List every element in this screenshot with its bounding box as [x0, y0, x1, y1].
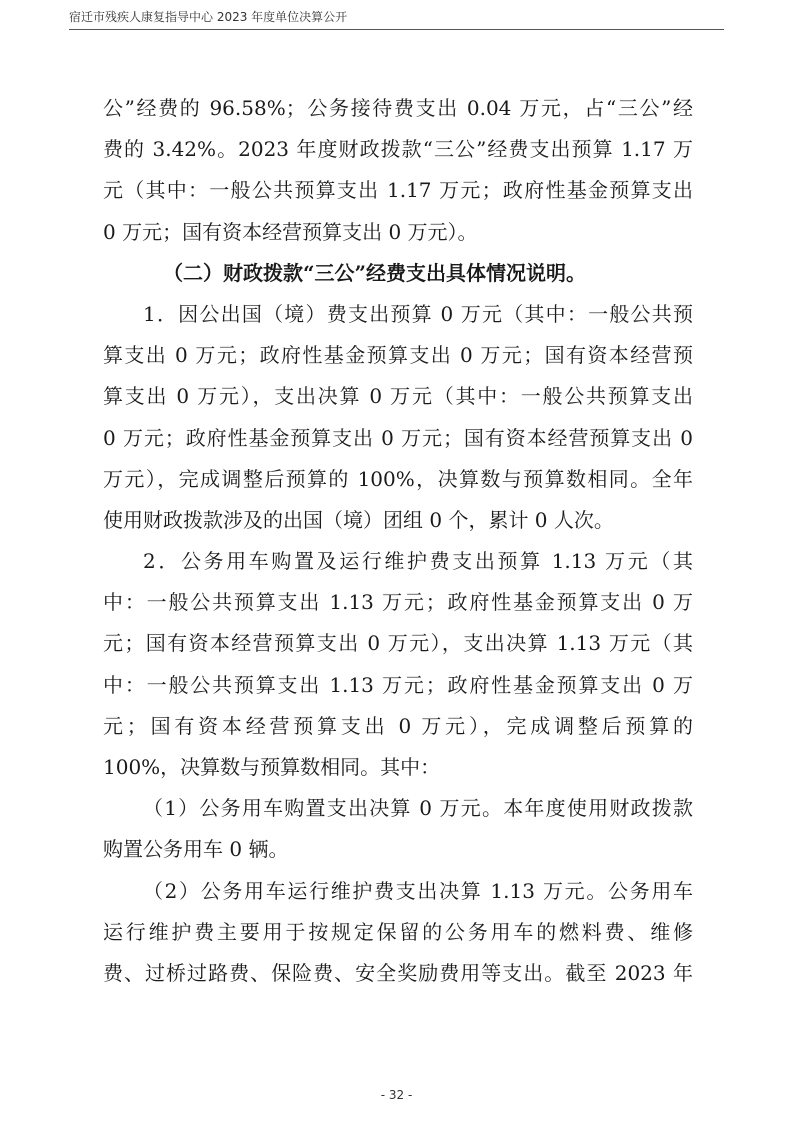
page-number: - 32 - — [380, 1088, 413, 1102]
paragraph-line: 购置公务用车 0 辆。 — [103, 837, 289, 862]
paragraph-line: 1．因公出国（境）费支出预算 0 万元（其中：一般公共预 — [143, 301, 693, 326]
paragraph-line: 运行维护费主要用于按规定保留的公务用车的燃料费、维修 — [103, 919, 693, 944]
paragraph-line: 中：一般公共预算支出 1.13 万元；政府性基金预算支出 0 万 — [103, 672, 693, 697]
paragraph-line: 元；国有资本经营预算支出 0 万元），支出决算 1.13 万元（其 — [103, 631, 693, 656]
paragraph-line: （2）公务用车运行维护费支出决算 1.13 万元。公务用车 — [143, 878, 693, 903]
paragraph-line: 100%，决算数与预算数相同。其中： — [103, 755, 441, 779]
paragraph-line: 元（其中：一般公共预算支出 1.17 万元；政府性基金预算支出 — [103, 178, 693, 203]
paragraph-line: （1）公务用车购置支出决算 0 万元。本年度使用财政拨款 — [143, 796, 693, 821]
document-body — [103, 88, 693, 994]
section-heading: （二）财政拨款“三公”经费支出具体情况说明。 — [163, 260, 587, 285]
paragraph-line: 费的 3.42%。2023 年度财政拨款“三公”经费支出预算 1.17 万 — [103, 137, 693, 162]
paragraph-line: 0 万元；国有资本经营预算支出 0 万元）。 — [103, 219, 478, 244]
paragraph-line: 算支出 0 万元），支出决算 0 万元（其中：一般公共预算支出 — [103, 384, 693, 409]
paragraph-line: 费、过桥过路费、保险费、安全奖励费用等支出。截至 2023 年 — [103, 960, 693, 985]
paragraph-line: 万元），完成调整后预算的 100%，决算数与预算数相同。全年 — [103, 466, 693, 491]
paragraph-line: 算支出 0 万元；政府性基金预算支出 0 万元；国有资本经营预 — [103, 343, 693, 368]
paragraph-line: 元；国有资本经营预算支出 0 万元），完成调整后预算的 — [103, 713, 693, 738]
paragraph-line: 2．公务用车购置及运行维护费支出预算 1.13 万元（其 — [143, 549, 693, 574]
header-divider — [69, 29, 724, 30]
paragraph-line: 0 万元；政府性基金预算支出 0 万元；国有资本经营预算支出 0 — [103, 425, 693, 450]
page-header: 宿迁市残疾人康复指导中心 2023 年度单位决算公开 — [69, 10, 348, 24]
paragraph-line: 使用财政拨款涉及的出国（境）团组 0 个，累计 0 人次。 — [103, 507, 614, 532]
paragraph-line: 公”经费的 96.58%；公务接待费支出 0.04 万元，占“三公”经 — [103, 96, 693, 120]
paragraph-line: 中：一般公共预算支出 1.13 万元；政府性基金预算支出 0 万 — [103, 590, 693, 615]
